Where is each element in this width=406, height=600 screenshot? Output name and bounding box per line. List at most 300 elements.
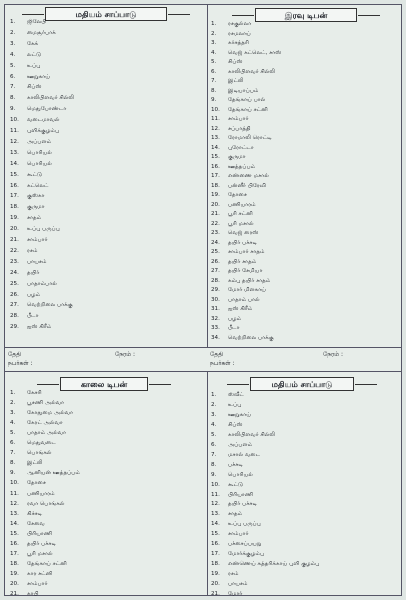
menu-item-label: உப்பு bbox=[228, 401, 242, 408]
menu-item-number: 6. bbox=[10, 440, 16, 447]
date-label-left: தேதி bbox=[8, 351, 22, 358]
menu-item-label: உப்பு பருப்பு bbox=[27, 226, 60, 233]
menu-item-number: 10. bbox=[211, 106, 220, 113]
menu-item bbox=[10, 449, 52, 457]
menu-item-label: பிரியாணி bbox=[228, 491, 254, 498]
menu-item bbox=[10, 236, 48, 244]
menu-item-label: தயிர் bbox=[27, 269, 40, 276]
menu-item-number: 3. bbox=[211, 411, 217, 418]
menu-item bbox=[211, 540, 261, 548]
menu-item bbox=[211, 96, 265, 104]
menu-item bbox=[10, 149, 52, 157]
menu-item-label: ஊறுகாய் bbox=[228, 411, 252, 418]
menu-item bbox=[10, 127, 59, 135]
menu-item-number: 10. bbox=[211, 481, 220, 488]
menu-item-label: பிரியாணி bbox=[27, 530, 53, 537]
menu-item bbox=[10, 247, 38, 255]
menu-item-number: 1. bbox=[211, 392, 217, 398]
menu-item-label: மோர்க்குழம்பு bbox=[228, 551, 264, 558]
menu-item-number: 1. bbox=[10, 19, 16, 25]
menu-item-number: 8. bbox=[10, 460, 16, 467]
menu-item-label: சிப்ஸ் bbox=[228, 421, 243, 428]
menu-item-label: பொரியல் bbox=[27, 149, 52, 156]
menu-item-label: ரசம் bbox=[228, 571, 239, 578]
menu-item-number: 32. bbox=[211, 315, 220, 322]
menu-item bbox=[10, 580, 48, 588]
menu-item bbox=[10, 182, 48, 190]
column-divider-bottom bbox=[207, 371, 208, 595]
menu-item bbox=[211, 481, 243, 489]
menu-item-number: 9. bbox=[211, 471, 217, 478]
menu-item-number: 30. bbox=[211, 296, 220, 303]
menu-item-label: பச்சடி bbox=[228, 461, 243, 468]
menu-item-label: புரோட்டா bbox=[228, 144, 254, 151]
menu-item-label: பாதாம் பால் bbox=[228, 296, 260, 303]
menu-item-number: 26. bbox=[10, 291, 19, 298]
menu-item-label: பணியாரம் bbox=[228, 201, 256, 208]
menu-item-label: மசால் வடை bbox=[228, 451, 261, 458]
menu-item-number: 1. bbox=[10, 390, 16, 396]
menu-item-label: சாம்பார் bbox=[27, 580, 48, 587]
menu-item bbox=[10, 51, 41, 59]
menu-item-label: பொரியல் bbox=[27, 160, 52, 167]
menu-item-label: குருமா bbox=[228, 154, 246, 160]
menu-item-number: 14. bbox=[211, 521, 220, 528]
menu-item-label: வெஜ் கட்லெட், சாஸ் bbox=[228, 49, 282, 56]
menu-item-label: குருமா bbox=[27, 204, 45, 211]
menu-item-number: 13. bbox=[211, 511, 220, 518]
menu-item-number: 22. bbox=[10, 247, 19, 254]
menu-item bbox=[10, 160, 52, 168]
menu-item-label: பாயசம் bbox=[228, 581, 248, 588]
menu-item-label: கேரட் அல்வா bbox=[27, 420, 63, 427]
column-divider-top bbox=[207, 5, 208, 347]
section-title-breakfast: காலை டிபன் bbox=[60, 377, 148, 391]
menu-item bbox=[10, 29, 56, 37]
date-label-right: தேதி bbox=[210, 351, 224, 358]
row-divider-top bbox=[5, 347, 401, 348]
menu-item-number: 3. bbox=[10, 40, 16, 47]
menu-item-label: உப்பு பருப்பு bbox=[228, 521, 261, 528]
menu-item bbox=[10, 323, 51, 331]
menu-item bbox=[211, 77, 244, 85]
menu-item bbox=[211, 134, 272, 142]
menu-item-number: 21. bbox=[211, 211, 220, 217]
menu-item bbox=[10, 530, 52, 538]
menu-item-label: பொங்கல் bbox=[27, 450, 52, 457]
menu-item-label: காலிபிளவர் சில்லி bbox=[228, 431, 276, 438]
menu-item-label: கார சட்னி bbox=[27, 570, 53, 577]
menu-item bbox=[10, 550, 53, 558]
menu-sheet bbox=[4, 4, 402, 596]
menu-item-label: சாம்பார் bbox=[228, 116, 249, 122]
menu-item-label: வெஜ் ரைஸ் bbox=[228, 230, 259, 236]
menu-item-number: 26. bbox=[211, 258, 220, 265]
menu-item bbox=[211, 324, 240, 332]
menu-item bbox=[10, 439, 56, 447]
menu-item bbox=[10, 192, 44, 200]
menu-item-number: 7. bbox=[211, 451, 217, 458]
menu-item-label: வெற்றிலை பாக்கு bbox=[228, 334, 274, 341]
menu-item bbox=[10, 280, 57, 288]
menu-item-number: 4. bbox=[211, 49, 217, 56]
menu-item bbox=[211, 229, 258, 237]
menu-item bbox=[211, 530, 249, 538]
menu-item-number: 13. bbox=[10, 510, 19, 517]
menu-item bbox=[10, 94, 74, 102]
menu-item-number: 11. bbox=[10, 128, 19, 134]
menu-item-number: 13. bbox=[211, 135, 220, 141]
menu-item-label: ஸ்வீட் bbox=[228, 392, 244, 398]
menu-item bbox=[10, 540, 56, 548]
menu-item bbox=[211, 220, 254, 228]
menu-item-number: 19. bbox=[211, 571, 220, 578]
menu-item-number: 1. bbox=[211, 21, 217, 27]
menu-item-label: மோர் மிளகாய் bbox=[228, 287, 266, 293]
menu-item bbox=[211, 441, 252, 449]
menu-item-label: லட்டு bbox=[27, 51, 42, 58]
menu-item-label: சாம்பார் சாதம் bbox=[228, 249, 265, 255]
menu-item-number: 16. bbox=[211, 541, 220, 548]
menu-item-label: கர்சத்தரி bbox=[228, 40, 249, 46]
menu-item-number: 7. bbox=[10, 450, 16, 457]
menu-item-number: 24. bbox=[10, 269, 19, 276]
menu-item bbox=[211, 163, 255, 171]
menu-item-label: பீடா bbox=[27, 313, 39, 320]
menu-item-number: 6. bbox=[10, 73, 16, 80]
menu-item-label: ரோமாலி ரொட்டி bbox=[228, 135, 272, 141]
menu-item-number: 11. bbox=[10, 490, 19, 497]
menu-item bbox=[211, 30, 251, 38]
menu-item bbox=[10, 459, 43, 467]
menu-item-number: 21. bbox=[211, 591, 220, 597]
menu-item-label: தயிர் சேமியா bbox=[228, 268, 263, 274]
menu-item-number: 2. bbox=[10, 400, 16, 407]
menu-item-number: 2. bbox=[211, 30, 217, 37]
menu-item-label: அப்பளம் bbox=[228, 441, 253, 448]
menu-item bbox=[10, 214, 41, 222]
menu-item bbox=[10, 389, 42, 397]
menu-item bbox=[10, 469, 80, 477]
menu-item-number: 17. bbox=[211, 173, 220, 179]
menu-item-label: ரசம் bbox=[27, 247, 38, 254]
menu-item-number: 21. bbox=[10, 237, 19, 243]
menu-item-number: 20. bbox=[211, 201, 220, 208]
row-divider-middle bbox=[5, 371, 401, 372]
menu-item bbox=[10, 203, 45, 211]
menu-item-number: 17. bbox=[10, 193, 19, 200]
menu-item bbox=[211, 590, 242, 598]
menu-item-label: மோர் bbox=[228, 591, 243, 597]
menu-item-number: 4. bbox=[10, 51, 16, 58]
menu-item bbox=[10, 225, 60, 233]
menu-item bbox=[10, 171, 42, 179]
menu-item bbox=[211, 334, 274, 342]
menu-item bbox=[10, 18, 46, 26]
menu-item-number: 18. bbox=[211, 561, 220, 568]
menu-item-number: 5. bbox=[10, 62, 16, 69]
menu-item bbox=[211, 411, 251, 419]
menu-item-number: 13. bbox=[10, 149, 19, 156]
menu-item-number: 7. bbox=[10, 84, 16, 91]
people-label-right: நபர்கள் : bbox=[210, 360, 235, 367]
menu-item-label: ஆனியன் ஊத்தப்பம் bbox=[27, 470, 80, 477]
menu-item bbox=[10, 83, 42, 91]
menu-item-label: குஸ்கா bbox=[27, 193, 45, 200]
menu-item-label: கூட்டு bbox=[27, 171, 43, 178]
menu-item-label: எண்ணெய் கத்தரிக்காய் புளி குழம்பு bbox=[228, 561, 320, 568]
menu-item bbox=[211, 580, 247, 588]
section-title-lunch-2: மதியம் சாப்பாடு bbox=[250, 377, 354, 391]
menu-item-number: 34. bbox=[211, 334, 220, 341]
menu-item bbox=[10, 490, 55, 498]
menu-item bbox=[211, 267, 262, 275]
menu-item-number: 16. bbox=[10, 182, 19, 189]
menu-item bbox=[10, 500, 65, 508]
menu-item-number: 8. bbox=[211, 87, 217, 94]
menu-item-label: உப்பு bbox=[27, 62, 41, 69]
menu-item-label: பூசணி அல்வா bbox=[27, 400, 65, 407]
menu-item bbox=[10, 590, 39, 598]
menu-item-label: சாதம் bbox=[228, 511, 243, 518]
menu-item-label: பாதாம் அல்வா bbox=[27, 430, 67, 437]
menu-item bbox=[211, 68, 275, 76]
menu-item bbox=[211, 510, 242, 518]
menu-item-number: 17. bbox=[211, 551, 220, 558]
menu-item bbox=[211, 277, 270, 285]
menu-item bbox=[211, 286, 266, 294]
menu-item-label: கோதுமை அல்வா bbox=[27, 410, 74, 417]
menu-item-label: ரசகுல்லா bbox=[228, 21, 252, 27]
menu-item-number: 11. bbox=[211, 116, 220, 122]
menu-item-number: 23. bbox=[211, 230, 220, 236]
menu-item bbox=[10, 269, 39, 277]
menu-item-number: 5. bbox=[211, 59, 217, 65]
menu-item-label: சேவை bbox=[27, 520, 45, 527]
menu-item bbox=[211, 210, 253, 218]
menu-item-number: 18. bbox=[211, 182, 220, 189]
menu-item-number: 14. bbox=[10, 160, 19, 167]
menu-item-number: 20. bbox=[10, 226, 19, 233]
menu-item-number: 12. bbox=[211, 125, 220, 132]
menu-item bbox=[211, 172, 269, 180]
menu-item-label: தயிர் பச்சடி bbox=[228, 501, 257, 508]
menu-item bbox=[211, 58, 243, 66]
menu-item-number: 16. bbox=[211, 163, 220, 170]
menu-item-label: சிப்ஸ் bbox=[27, 84, 42, 91]
menu-item-number: 25. bbox=[10, 280, 19, 287]
menu-item-label: ஐஸ் கிரீம் bbox=[27, 324, 52, 331]
menu-item bbox=[211, 125, 251, 133]
menu-item bbox=[211, 520, 261, 528]
menu-item bbox=[211, 560, 319, 568]
menu-item bbox=[10, 116, 60, 124]
menu-item-number: 24. bbox=[211, 239, 220, 246]
people-label-left: நபர்கள் : bbox=[8, 360, 33, 367]
menu-item-label: தேங்காய் சட்னி bbox=[27, 560, 67, 567]
menu-item-label: வடைமாவல் bbox=[27, 117, 60, 124]
menu-item bbox=[10, 105, 66, 113]
menu-item-label: சாதம் bbox=[27, 215, 42, 222]
menu-item-number: 2. bbox=[211, 401, 217, 408]
menu-item-label: சாம்பார் bbox=[27, 237, 48, 243]
menu-item-number: 2. bbox=[10, 29, 16, 36]
menu-item-number: 11. bbox=[211, 491, 220, 498]
menu-item bbox=[211, 144, 254, 152]
menu-item-label: புளிக்குழம்பு bbox=[27, 128, 60, 134]
menu-item-number: 25. bbox=[211, 249, 220, 255]
menu-item-label: கூட்டு bbox=[228, 481, 244, 488]
menu-item bbox=[10, 560, 67, 568]
menu-item-number: 19. bbox=[10, 215, 19, 222]
menu-item-number: 16. bbox=[10, 540, 19, 547]
menu-item-number: 15. bbox=[211, 531, 220, 538]
menu-item-number: 15. bbox=[211, 154, 220, 160]
menu-item-number: 23. bbox=[10, 258, 19, 265]
menu-item-label: ரவா பொங்கல் bbox=[27, 500, 65, 507]
menu-item-label: தயிர் சாதம் bbox=[228, 258, 257, 265]
menu-item-label: அப்பளம் bbox=[27, 138, 52, 145]
menu-item bbox=[211, 39, 249, 47]
menu-item-number: 9. bbox=[10, 106, 16, 113]
menu-item bbox=[211, 461, 243, 469]
menu-item-number: 28. bbox=[10, 313, 19, 320]
menu-item-label: சிப்ஸ் bbox=[228, 59, 243, 65]
menu-item-number: 14. bbox=[10, 520, 19, 527]
menu-item-number: 17. bbox=[10, 550, 19, 557]
menu-item-number: 10. bbox=[10, 117, 19, 124]
menu-item bbox=[211, 391, 244, 399]
section-title-lunch-1: மதியம் சாப்பாடு bbox=[45, 7, 167, 21]
menu-item-label: கேக் bbox=[27, 40, 39, 47]
menu-item bbox=[10, 570, 52, 578]
menu-item-label: தேங்காய் சட்னி bbox=[228, 106, 268, 113]
menu-item-label: ஜிலேபி bbox=[27, 19, 47, 25]
menu-item-label: மைசூர்பாக் bbox=[27, 29, 56, 36]
menu-item-label: பச்சைப்பயறு bbox=[228, 541, 262, 548]
menu-item-label: பூரி மசால் bbox=[27, 550, 53, 557]
menu-item bbox=[10, 62, 40, 70]
menu-item-number: 27. bbox=[211, 268, 220, 274]
menu-item-number: 12. bbox=[10, 138, 19, 145]
menu-item-label: பூரி மசால் bbox=[228, 220, 254, 227]
menu-item bbox=[211, 248, 264, 256]
menu-item-number: 7. bbox=[211, 78, 217, 84]
menu-item-number: 10. bbox=[10, 480, 19, 487]
menu-item bbox=[211, 471, 253, 479]
menu-item bbox=[10, 429, 66, 437]
menu-item bbox=[10, 73, 50, 81]
menu-item bbox=[10, 258, 46, 266]
menu-item bbox=[211, 49, 281, 57]
menu-item-number: 8. bbox=[10, 95, 16, 102]
menu-item bbox=[10, 520, 45, 528]
menu-item bbox=[10, 138, 51, 146]
menu-item-number: 15. bbox=[10, 171, 19, 178]
menu-item-label: எண்ணை மசால் bbox=[228, 173, 269, 179]
menu-item-number: 6. bbox=[211, 68, 217, 75]
menu-item bbox=[10, 312, 39, 320]
menu-item-label: தயிர் பச்சடி bbox=[27, 540, 56, 547]
menu-item-number: 15. bbox=[10, 530, 19, 537]
menu-item bbox=[211, 550, 264, 558]
menu-item-label: பூரி சட்னி bbox=[228, 211, 253, 217]
menu-item-number: 9. bbox=[211, 97, 217, 103]
menu-item-number: 20. bbox=[10, 580, 19, 587]
menu-item-label: பணியாரம் bbox=[27, 490, 55, 497]
menu-item-label: தோசை bbox=[27, 480, 46, 487]
menu-item-label: பன்னீர் பிரேவி bbox=[228, 182, 267, 189]
menu-item-number: 9. bbox=[10, 470, 16, 477]
menu-item-label: மெதுபோண்டா bbox=[27, 106, 67, 113]
menu-item bbox=[10, 510, 42, 518]
menu-item bbox=[211, 451, 260, 459]
menu-item bbox=[10, 301, 73, 309]
menu-item-number: 4. bbox=[211, 421, 217, 428]
menu-item-label: மெதுவடை bbox=[27, 440, 56, 447]
menu-item-label: ஊத்தப்பம் bbox=[228, 163, 256, 170]
menu-item-number: 22. bbox=[211, 220, 220, 227]
menu-item-label: பழம் bbox=[228, 315, 242, 322]
menu-item bbox=[10, 399, 64, 407]
time-label-right: நேரம் : bbox=[323, 351, 343, 358]
menu-item bbox=[211, 115, 249, 123]
menu-item-number: 6. bbox=[211, 441, 217, 448]
menu-item-label: கேசரி bbox=[27, 390, 42, 396]
menu-item-number: 3. bbox=[10, 410, 16, 417]
menu-item-number: 27. bbox=[10, 302, 19, 309]
menu-item bbox=[211, 491, 253, 499]
menu-item-number: 8. bbox=[211, 461, 217, 468]
menu-item bbox=[10, 479, 46, 487]
menu-item bbox=[211, 431, 275, 439]
menu-item bbox=[10, 419, 63, 427]
menu-item-label: சாம்பார் bbox=[228, 531, 249, 538]
menu-item-number: 28. bbox=[211, 277, 220, 284]
menu-item-number: 33. bbox=[211, 325, 220, 331]
menu-item-label: ரசமலாய் bbox=[228, 30, 251, 37]
menu-item-label: காலிபிளவர் சில்லி bbox=[27, 95, 75, 102]
menu-item-label: தோசை bbox=[228, 192, 247, 198]
menu-item-number: 21. bbox=[10, 591, 19, 597]
menu-item-label: கட்லெட் bbox=[27, 182, 49, 189]
menu-item-label: பழம் bbox=[27, 291, 41, 298]
menu-item bbox=[211, 315, 241, 323]
menu-item-label: ஐஸ் கிரீம் bbox=[228, 306, 253, 312]
menu-item-label: காபி bbox=[27, 591, 39, 597]
menu-item-number: 5. bbox=[10, 430, 16, 437]
menu-item bbox=[211, 296, 260, 304]
menu-item-label: தயிர் பச்சடி bbox=[228, 239, 257, 246]
menu-item-number: 20. bbox=[211, 581, 220, 588]
menu-item bbox=[211, 191, 247, 199]
menu-item bbox=[211, 201, 256, 209]
menu-item-label: ஊறுகாய் bbox=[27, 73, 51, 80]
menu-item-number: 4. bbox=[10, 420, 16, 427]
menu-item-number: 14. bbox=[211, 144, 220, 151]
menu-item-number: 18. bbox=[10, 560, 19, 567]
menu-item bbox=[10, 40, 38, 48]
menu-item-label: காலிபிளவர் சில்லி bbox=[228, 68, 276, 75]
menu-item-label: இட்லி bbox=[228, 78, 244, 84]
menu-item bbox=[211, 153, 246, 161]
menu-item-label: பாயசம் bbox=[27, 258, 47, 265]
menu-item-number: 29. bbox=[211, 287, 220, 293]
menu-item bbox=[211, 87, 258, 95]
menu-item-number: 29. bbox=[10, 324, 19, 331]
menu-item-label: பாதாம்பால் bbox=[27, 280, 57, 287]
menu-item bbox=[211, 421, 243, 429]
